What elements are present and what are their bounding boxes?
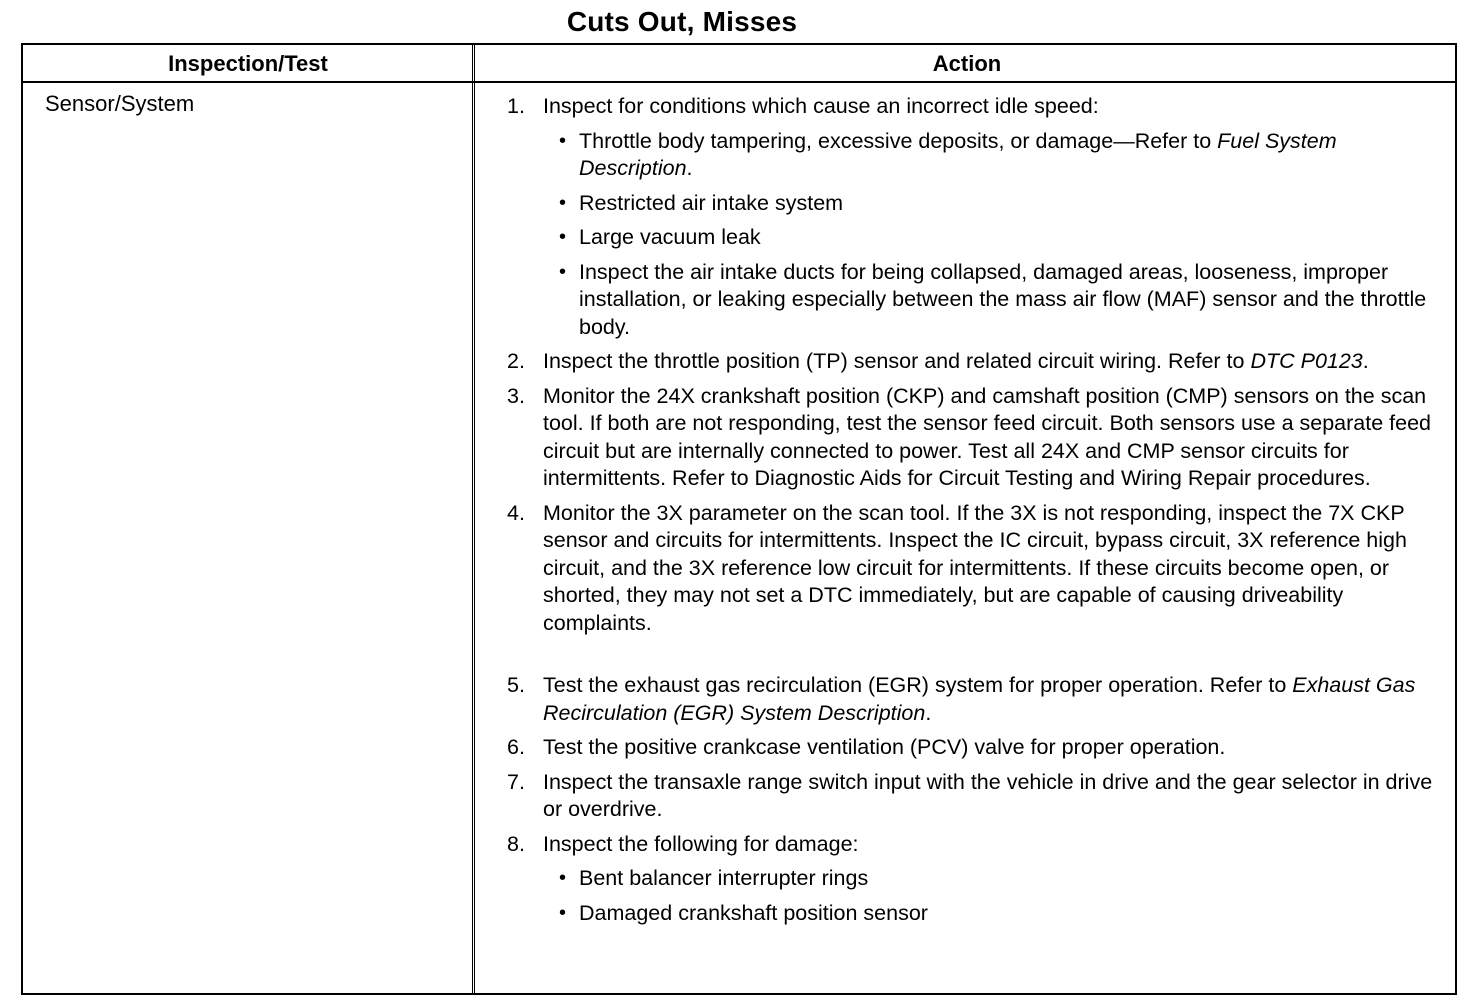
action-step-3	[503, 383, 1448, 493]
bullet-item	[543, 224, 1448, 252]
bullet-icon: •	[559, 260, 567, 283]
bullet-text: Inspect the air intake ducts for being collapsed, damaged areas, looseness, improper installation, or leaking especially between the mass air flow (MAF) sensor and the throttle body.	[579, 259, 1427, 339]
action-step-8	[503, 831, 1448, 928]
bullet-text: Large vacuum leak	[579, 225, 761, 249]
step-number: 7.	[507, 769, 525, 794]
bullet-text: Throttle body tampering, excessive deposits, or damage—Refer to	[579, 128, 1218, 153]
header-action: Action	[932, 51, 1002, 76]
bullet-icon: •	[559, 191, 567, 214]
step-number: 8.	[507, 831, 525, 856]
action-step-2	[503, 348, 1448, 376]
header-inspection-test: Inspection/Test	[168, 51, 328, 76]
bullet-item	[543, 128, 1448, 183]
step-number: 1.	[507, 94, 525, 118]
step-text: Monitor the 3X parameter on the scan tool. If the 3X is not responding, inspect the 7X CKP sensor and circuits for intermittents. Inspect the IC circuit, bypass circuit, 3X reference high circuit, and the 3X reference low circuit for intermittents. If these circuits become open, or shorted, they may not set a DTC immediately, but are capable of causing driveability complaints.	[543, 500, 1407, 635]
step-number: 6.	[507, 735, 525, 759]
step-text: Inspect the transaxle range switch input with the vehicle in drive and the gear selector in drive or overdrive.	[543, 769, 1433, 821]
step-text-end: .	[925, 700, 932, 725]
column-divider	[472, 45, 475, 993]
bullet-icon: •	[559, 867, 567, 889]
diagnostic-table	[21, 43, 1457, 995]
action-steps-list	[503, 93, 1448, 934]
bullet-text: Damaged crankshaft position sensor	[579, 900, 928, 925]
step-number: 5.	[507, 673, 525, 697]
reference-link-egr-description[interactable]: Exhaust Gas Recirculation (EGR) System Description	[543, 673, 1416, 725]
bullet-icon: •	[559, 901, 567, 924]
bullet-item	[543, 190, 1448, 218]
bullet-item	[543, 259, 1448, 342]
step-number: 2.	[507, 349, 525, 373]
step-text: Test the positive crankcase ventilation (PCV) valve for proper operation.	[543, 735, 1226, 759]
action-step-5	[503, 672, 1448, 727]
step-text: Inspect for conditions which cause an incorrect idle speed:	[543, 94, 1099, 118]
step-1-bullets	[543, 128, 1448, 342]
inspection-label: Sensor/System	[45, 91, 195, 116]
step-number: 3.	[507, 383, 525, 408]
step-text: Inspect the following for damage:	[543, 831, 859, 856]
step-text: Monitor the 24X crankshaft position (CKP) and camshaft position (CMP) sensors on the scan tool. If both are not responding, test the sensor feed circuit. Both sensors use a separate feed circuit but are internally connected to power. Test all 24X and CMP sensor circuits for intermittents. Refer to Diagnostic Aids for Circuit Testing and Wiring Repair procedures.	[543, 383, 1432, 490]
reference-link-fuel-system[interactable]: Fuel System Description	[579, 128, 1337, 180]
step-text: Test the exhaust gas recirculation (EGR) system for proper operation. Refer to	[543, 673, 1293, 697]
table-header-row	[23, 45, 1455, 83]
document-title: Cuts Out, Misses	[566, 6, 798, 37]
action-step-7	[503, 769, 1448, 824]
step-text: Inspect the throttle position (TP) sensor and related circuit wiring. Refer to	[543, 349, 1251, 373]
bullet-icon: •	[559, 129, 567, 152]
bullet-item	[543, 865, 1448, 893]
reference-link-dtc-p0123[interactable]: DTC P0123	[1250, 349, 1363, 373]
bullet-icon: •	[559, 226, 567, 248]
bullet-text: Restricted air intake system	[579, 190, 844, 215]
action-step-1	[503, 93, 1448, 341]
step-text-end: .	[1362, 349, 1369, 373]
bullet-item	[543, 900, 1448, 928]
step-8-bullets	[543, 865, 1448, 927]
action-step-4	[503, 500, 1448, 638]
action-step-6	[503, 734, 1448, 762]
bullet-text: Bent balancer interrupter rings	[579, 866, 869, 890]
bullet-text-end: .	[686, 156, 693, 180]
step-number: 4.	[507, 500, 525, 525]
